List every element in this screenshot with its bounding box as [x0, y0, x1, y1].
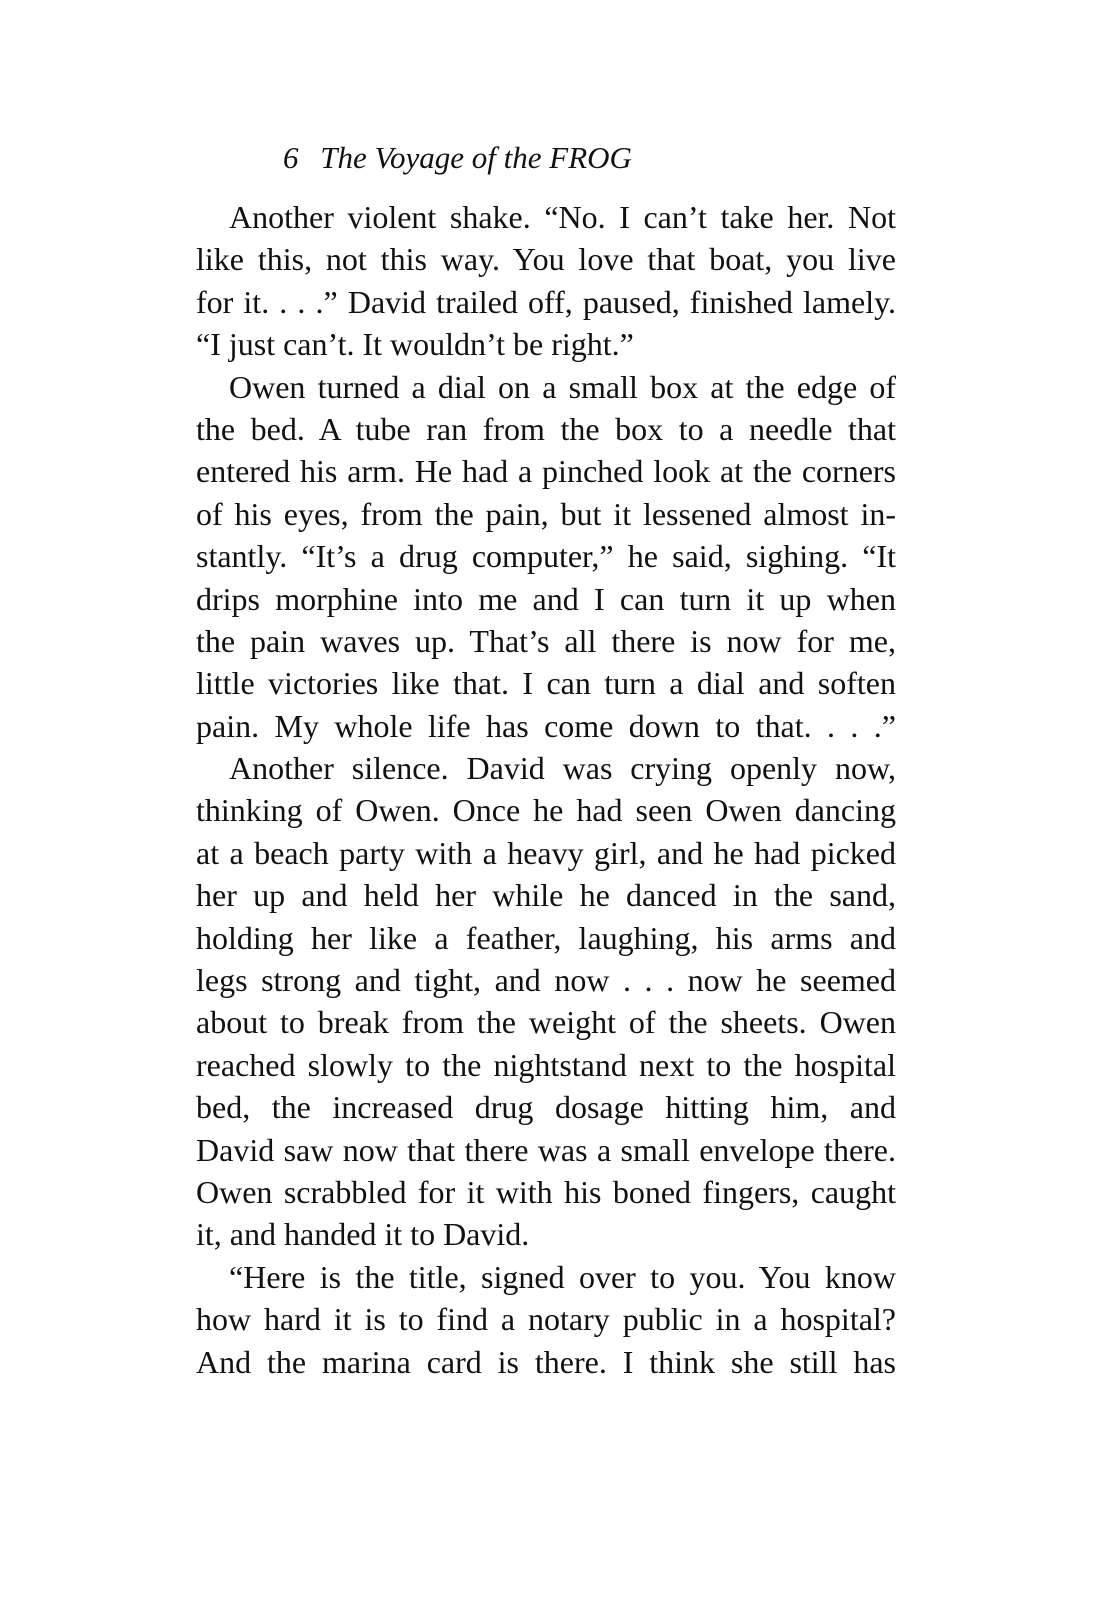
text-line: Owen turned a dial on a small box at the edge of	[229, 368, 896, 405]
text-line: entered his arm. He had a pinched look at the corners	[196, 453, 896, 490]
text-line: little victories like that. I can turn a dial and soften	[196, 665, 896, 702]
text-line: it, and handed it to David.	[196, 1216, 530, 1253]
text-line: about to break from the weight of the sheets. Owen	[196, 1004, 896, 1041]
text-line: Owen scrabbled for it with his boned fingers, caught	[196, 1173, 896, 1210]
text-line: Another violent shake. “No. I can’t take her. Not	[229, 199, 896, 235]
text-line: pain. My whole life has come down to that. . . .”	[196, 707, 896, 744]
text-line: holding her like a feather, laughing, his arms and	[196, 919, 896, 956]
text-line: “I just can’t. It wouldn’t be right.”	[196, 326, 634, 363]
text-line: how hard it is to find a notary public in a hospital?	[196, 1301, 896, 1338]
text-line: at a beach party with a heavy girl, and he had picked	[196, 834, 896, 871]
text-line: the pain waves up. That’s all there is now for me,	[196, 622, 896, 659]
text-line: legs strong and tight, and now . . . now he seemed	[196, 962, 896, 999]
text-line: stantly. “It’s a drug computer,” he said, sighing. “It	[196, 538, 896, 575]
body-text	[196, 196, 896, 1383]
text-line: reached slowly to the nightstand next to the hospital	[196, 1046, 896, 1083]
text-line: of his eyes, from the pain, but it lessened almost in-	[196, 495, 896, 532]
text-line: And the marina card is there. I think she still has	[196, 1343, 896, 1380]
text-line: thinking of Owen. Once he had seen Owen dancing	[196, 792, 896, 829]
text-line: David saw now that there was a small envelope there.	[196, 1131, 896, 1168]
page-number: 6	[283, 140, 299, 175]
text-line: the bed. A tube ran from the box to a needle that	[196, 410, 896, 447]
text-line: drips morphine into me and I can turn it up when	[196, 580, 896, 617]
text-line: like this, not this way. You love that boat, you live	[196, 241, 896, 278]
text-line: bed, the increased drug dosage hitting him, and	[196, 1089, 896, 1126]
text-line: for it. . . .” David trailed off, paused, finished lamely.	[196, 283, 896, 320]
text-line: her up and held her while he danced in the sand,	[196, 877, 896, 914]
book-title: The Voyage of the FROG	[320, 140, 632, 175]
running-head	[283, 138, 632, 178]
text-line: Another silence. David was crying openly now,	[229, 750, 896, 787]
text-line: “Here is the title, signed over to you. You know	[229, 1258, 896, 1295]
